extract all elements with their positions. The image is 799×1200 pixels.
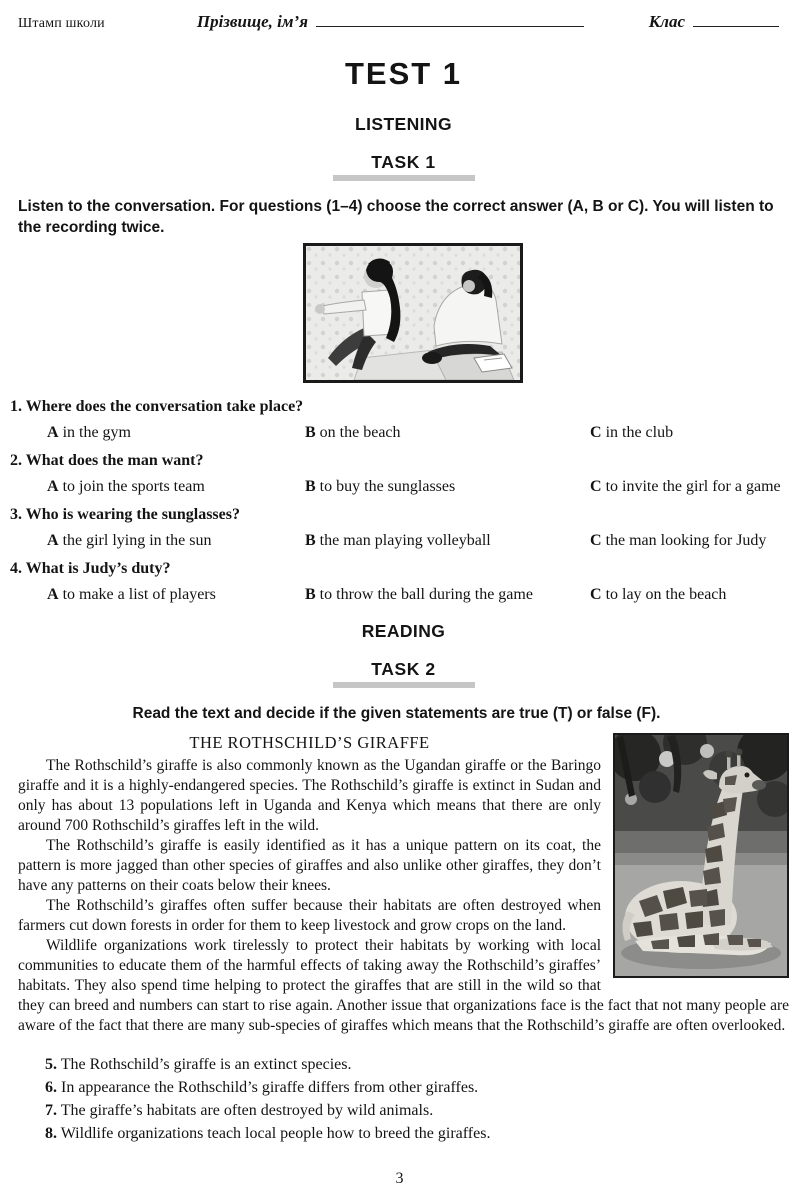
class-label: Клас <box>648 12 685 31</box>
question-1-number: 1. <box>10 398 22 415</box>
question-2-text: 2. What does the man want? <box>10 449 789 473</box>
task-1-label: TASK 1 <box>371 152 436 172</box>
question-1-text: 1. Where does the conversation take place? <box>10 395 789 419</box>
listening-picture-wrap <box>18 243 789 388</box>
question-2 <box>10 449 789 500</box>
listening-questions <box>5 395 789 608</box>
question-3-options <box>47 527 789 554</box>
page-number: 3 <box>395 1170 404 1187</box>
reading-paragraph-1: The Rothschild’s giraffe is also commonly known as the Ugandan giraffe or the Baringo giraffe and it is a highly-endangered species. The Rothschild’s giraffe is extinct in Sudan and only has about 13 populations left in Uganda and Kenya which means that there are only around 700 Rothschild’s giraffes left in the wild. <box>18 757 601 834</box>
class-blank-line <box>693 13 779 27</box>
name-field <box>197 12 584 32</box>
option-2a: A to join the sports team <box>47 478 205 495</box>
reading-paragraph-3: The Rothschild’s giraffes often suffer because their habitats are often destroyed when farmers cut down forests in order for them to keep livestock and grow crops on the land. <box>18 897 601 934</box>
question-4-text: 4. What is Judy’s duty? <box>10 557 789 581</box>
question-3 <box>10 503 789 554</box>
question-2-options <box>47 473 789 500</box>
question-3-number: 3. <box>10 506 22 523</box>
task-2-label: TASK 2 <box>371 659 436 679</box>
task-2-underline-bar <box>333 682 475 688</box>
question-1 <box>10 395 789 446</box>
reading-instructions: Read the text and decide if the given statements are true (T) or false (F). <box>132 705 661 722</box>
name-blank-line <box>316 13 584 27</box>
reading-paragraph-2: The Rothschild’s giraffe is easily identified as it has a unique pattern on its coat, the pattern is more jagged than other species of giraffes and also unlike other giraffes, they don’t have any patterns on their coats below their knees. <box>18 837 601 894</box>
section-title-listening: LISTENING <box>355 114 452 134</box>
option-3a: A the girl lying in the sun <box>47 532 212 549</box>
question-4 <box>10 557 789 608</box>
class-field <box>649 12 785 32</box>
option-1b: B on the beach <box>305 424 401 441</box>
reading-text <box>18 733 789 1036</box>
name-label: Прізвище, ім’я <box>196 12 308 31</box>
option-1a: A in the gym <box>47 424 131 441</box>
statement-5: 5. The Rothschild’s giraffe is an extinct species. <box>45 1056 352 1073</box>
section-title-reading: READING <box>361 621 446 641</box>
task-2-heading <box>18 659 789 688</box>
page-header <box>18 12 789 32</box>
question-1-options <box>47 419 789 446</box>
option-2c: C to invite the girl for a game <box>590 478 781 495</box>
giraffe-photo <box>613 733 789 978</box>
option-3b: B the man playing volleyball <box>305 532 491 549</box>
option-1c: C in the club <box>590 424 674 441</box>
question-3-text: 3. Who is wearing the sunglasses? <box>10 503 789 527</box>
school-stamp-label: Штамп школи <box>18 16 105 31</box>
option-3c: C the man looking for Judy <box>590 532 767 549</box>
statement-6: 6. In appearance the Rothschild’s giraffe differs from other giraffes. <box>45 1079 479 1096</box>
option-4c: C to lay on the beach <box>590 586 727 603</box>
task-1-heading <box>18 152 789 181</box>
question-4-number: 4. <box>10 560 22 577</box>
statement-7: 7. The giraffe’s habitats are often destroyed by wild animals. <box>45 1102 434 1119</box>
question-2-number: 2. <box>10 452 22 469</box>
reading-paragraph-4: Wildlife organizations work tirelessly to protect their habitats by working with local communities to educate them of the harmful effects of taking away the Rothschild’s giraffes’ habitats. They also spend time helping to protect the giraffes that are still in the wild so that they can breed and numbers can start to rise again. Another issue that organizations face is the fact that not many people are aware of the fact that there are many sub-species of giraffes which means that the Rothschild’s giraffe are often overlooked. <box>18 937 789 1034</box>
option-4a: A to make a list of players <box>47 586 216 603</box>
true-false-statements <box>45 1053 789 1145</box>
option-4b: B to throw the ball during the game <box>305 586 533 603</box>
question-4-options <box>47 581 789 608</box>
beach-conversation-illustration <box>303 243 523 383</box>
statement-8: 8. Wildlife organizations teach local people how to breed the giraffes. <box>45 1125 491 1142</box>
option-2b: B to buy the sunglasses <box>305 478 456 495</box>
listening-instructions: Listen to the conversation. For questions (1–4) choose the correct answer (A, B or C). You will listen to the recording twice. <box>18 198 774 236</box>
reading-text-title: THE ROTHSCHILD’S GIRAFFE <box>189 733 430 752</box>
task-1-underline-bar <box>333 175 475 181</box>
page-title: TEST 1 <box>344 56 463 91</box>
